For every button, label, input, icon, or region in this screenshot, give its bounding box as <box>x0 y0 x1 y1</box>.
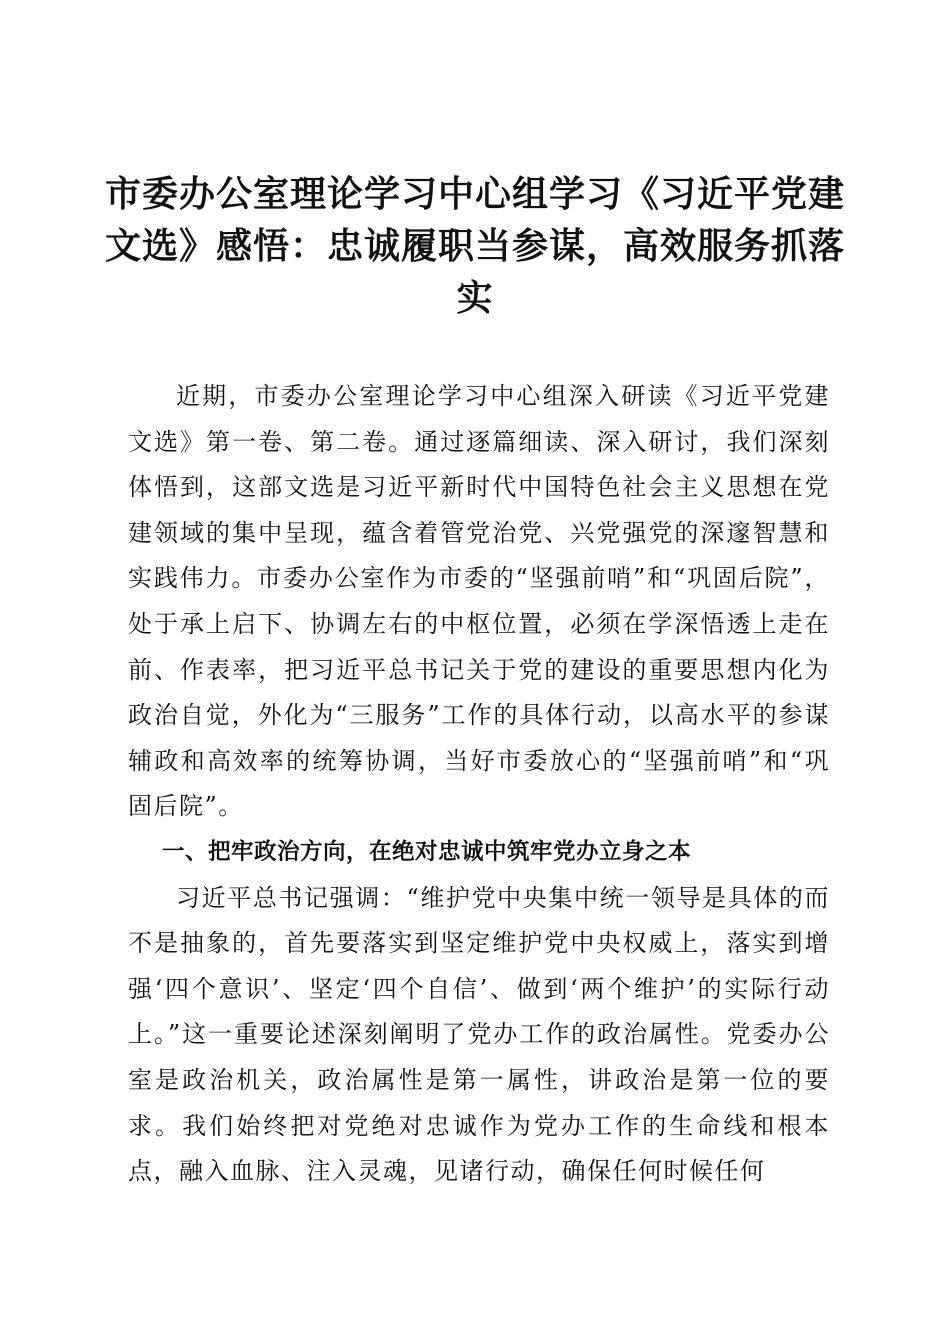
section-heading: 一、把牢政治方向，在绝对忠诚中筑牢党办立身之本 <box>162 838 692 865</box>
section-paragraph: 习近平总书记强调：“维护党中央集中统一领导是具体的而不是抽象的，首先要落实到坚定维护党中央权威上，落实到增强‘四个意识’、坚定‘四个自信’、做到‘两个维护’的实际行动上。”这一重要论述深刻阐明了党办工作的政治属性。党委办公室是政治机关，政治属性是第一属性，讲政治是第一位的要求。我们始终把对党绝对忠诚作为党办工作的生命线和根本点，融入血脉、注入灵魂，见诸行动，确保任何时候任何 <box>128 883 830 1186</box>
document-title <box>100 168 850 324</box>
title-line-2: 文选》感悟：忠诚履职当参谋，高效服务抓落 <box>104 225 845 267</box>
document-body <box>128 374 830 1195</box>
title-line-3: 实 <box>456 277 494 319</box>
title-line-1: 市委办公室理论学习中心组学习《习近平党建 <box>104 173 845 215</box>
intro-paragraph: 近期，市委办公室理论学习中心组深入研读《习近平党建文选》第一卷、第二卷。通过逐篇细读、深入研讨，我们深刻体悟到，这部文选是习近平新时代中国特色社会主义思想在党建领域的集中呈现，蕴含着管党治党、兴党强党的深邃智慧和实践伟力。市委办公室作为市委的“坚强前哨”和“巩固后院”，处于承上启下、协调左右的中枢位置，必须在学深悟透上走在前、作表率，把习近平总书记关于党的建设的重要思想内化为政治自觉，外化为“三服务”工作的具体行动，以高水平的参谋辅政和高效率的统筹协调，当好市委放心的“坚强前哨”和“巩固后院”。 <box>128 382 830 821</box>
